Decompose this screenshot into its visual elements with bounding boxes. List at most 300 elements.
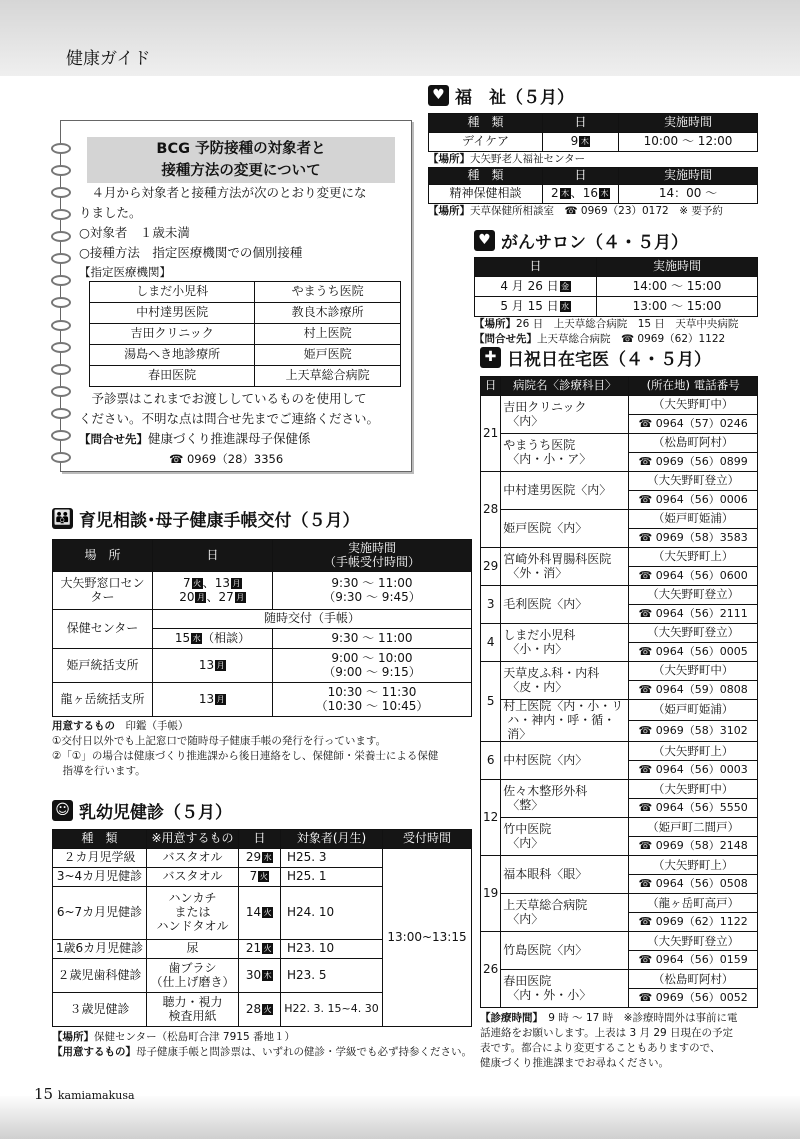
holiday-day: 12 [481,780,501,856]
table-row [53,572,472,610]
weekday-badge: 水 [561,301,570,311]
table-row [429,185,758,204]
col-reception: 受付時間 [383,830,472,849]
table-header [53,830,472,849]
weekday-badge: 水 [192,633,201,643]
hospital-phone: ☎ 0964（56）0159 [629,951,758,970]
hospital-dept: ハ・神内・呼・循・消〉 [507,712,616,741]
place-text: 天草保健所相談室 ☎ 0969（23）0172 ※ 要予約 [470,205,723,217]
table-row [481,818,758,837]
infant-type: 1歳6カ月児健診 [53,940,147,959]
table-row [53,610,472,629]
hospital-name [501,700,629,742]
bcg-institutions-label: 【指定医療機関】 [79,265,171,279]
hospital-name-text: 毛利医院〈内〉 [503,596,588,611]
institution: 上天草総合病院 [255,366,401,387]
hospital-name-text: 宮崎外科胃腸科医院 [503,551,612,566]
salon-date [475,277,597,297]
infant-item [147,993,239,1027]
welfare-place-2 [428,204,758,219]
infant-target: H25. 1 [281,868,383,887]
place-label: 【場所】 [52,1031,94,1043]
page-num: 15 [34,1085,54,1103]
bring-text: 母子健康手帳と問診票は、いずれの健診・学級でも必ず持参ください。 [136,1046,472,1058]
hospital-name [501,472,629,510]
time-main: 10:30 ～ 11:30 [327,684,417,699]
bring-label: 【用意するもの】 [52,1046,136,1058]
ikuji-section [52,506,472,779]
ikuji-place: 龍ヶ岳統括支所 [53,683,153,717]
infant-type: 6~7カ月児健診 [53,887,147,940]
weekday-badge: 水 [263,853,272,863]
hospital-name [501,780,629,818]
infant-place [52,1030,472,1045]
bring-label: 用意するもの [52,720,115,732]
place-text: 保健センター（松島町合津 7915 番地１） [94,1031,295,1043]
infant-day [239,940,281,959]
holiday-day: 28 [481,472,501,548]
bcg-method: ○接種方法 指定医療機関での個別接種 [79,245,303,260]
infant-day [239,887,281,940]
table-header [481,377,758,396]
hospital-phone: ☎ 0964（57）0246 [629,415,758,434]
ikuji-note-2: ②「①」の場合は健康づくり推進課から後日連絡をし、保健師・栄養士による保健 [52,750,439,762]
ikuji-place: 大矢野窓口センター [53,572,153,610]
infant-target: H23. 10 [281,940,383,959]
table-row [53,683,472,717]
time-main: 9:30 ～ 11:00 [331,575,413,590]
page-title: 健康ガイド [66,49,151,69]
heart-icon: ♥ [474,230,495,251]
bcg-title [87,137,395,183]
welfare-table [428,113,758,152]
hospital-dept: 〈内〉 [507,835,544,850]
weekday-badge: 火 [259,872,268,882]
table-row [481,624,758,643]
col-target: 対象者(月生) [281,830,383,849]
day-num: 15 [174,630,191,645]
time-sub: （9:00 ～ 9:15） [323,664,421,679]
hospital-phone: ☎ 0964（56）0600 [629,567,758,586]
holiday-note: 健康づくり推進課までお尋ねください。 [480,1057,669,1070]
welfare-type: 精神保健相談 [429,185,543,204]
table-row [90,282,401,303]
welfare-consult-table [428,167,758,204]
table-row [429,133,758,152]
table-header [53,540,472,572]
place-label: 【場所】 [428,205,470,217]
hospital-location: （大矢野町中） [629,780,758,799]
institution: 吉田クリニック [90,324,255,345]
table-row [475,277,758,297]
col-day: 日 [239,830,281,849]
col-day: 日 [475,258,597,277]
col-type: 種 類 [429,114,543,133]
institution: しまだ小児科 [90,282,255,303]
hospital-location: （大矢野町中） [629,662,758,681]
holiday-hours [480,1011,758,1026]
page-number [34,1085,135,1103]
item-line: または [174,905,211,920]
table-row [481,472,758,491]
day-num: 9 [570,134,579,149]
contact-text: 上天草総合病院 ☎ 0969（62）1122 [537,333,726,345]
table-header [475,258,758,277]
hospital-name-text: 村上医院〈内・小・リ [503,699,624,713]
col-time-sub: （手帳受付時間） [323,554,420,569]
hospital-name [501,586,629,624]
holiday-note: 表です。都合により変更することもありますので、 [480,1042,721,1055]
table-row [481,396,758,415]
notebook-rings-icon [51,143,71,463]
hours-label: 【診療時間】 [480,1012,538,1025]
table-row [53,849,472,868]
ikuji-days [153,683,273,717]
table-row [90,345,401,366]
hospital-name-text: 姫戸医院〈内〉 [503,520,588,535]
table-header [429,114,758,133]
hospital-location: （姫戸町姫浦） [629,510,758,529]
hospital-name-text: 竹島医院〈内〉 [503,942,588,957]
hospital-location: （姫戸町二間戸） [629,818,758,837]
bcg-title-line2: 接種方法の変更について [161,163,321,179]
col-type: 種 類 [53,830,147,849]
weekday-badge: 金 [561,281,570,291]
hospital-phone: ☎ 0969（58）2148 [629,837,758,856]
infant-target: H25. 3 [281,849,383,868]
infant-title [52,798,472,823]
hospital-name-text: 春田医院 [503,974,552,989]
ikuji-bring [52,719,472,734]
infant-target: H23. 5 [281,959,383,993]
hospital-dept: 〈内・外・小〉 [507,987,592,1002]
weekday-badge: 木 [263,970,272,980]
hospital-dept: 〈内・小・ア〉 [507,451,592,466]
hospital-phone: ☎ 0969（56）0052 [629,989,758,1008]
time-sub: （9:30 ～ 9:45） [323,589,421,604]
institution: 春田医院 [90,366,255,387]
hospital-phone: ☎ 0969（62）1122 [629,913,758,932]
bcg-note-2: ください。不明な点は問合せ先までご連絡ください。 [79,411,380,426]
infant-day [239,993,281,1027]
place-label: 【場所】 [428,153,470,165]
col-day: 日 [481,377,501,396]
salon-place [474,317,758,332]
item-line: 聴力・視力 [162,994,223,1009]
holiday-day: 4 [481,624,501,662]
ikuji-table [52,539,472,717]
ikuji-note-3: 指導を行います。 [52,765,146,777]
institution: 教良木診療所 [255,303,401,324]
hospital-name-text: 佐々木整形外科 [503,784,588,799]
hospital-name [501,434,629,472]
hospital-name [501,624,629,662]
hospital-name-text: やまうち医院 [503,437,576,452]
ikuji-note: 随時交付（手帳） [153,610,472,629]
place-text: 大矢野老人福祉センター [470,153,586,165]
magazine-name: kamiamakusa [57,1089,135,1102]
weekday-badge: 月 [236,592,245,602]
bring-text: 印鑑（手帳） [115,720,189,732]
holiday-day: 29 [481,548,501,586]
hospital-location: （大矢野町登立） [629,624,758,643]
ikuji-days [153,629,273,649]
table-row [475,297,758,317]
ikuji-days [153,572,273,610]
table-row [53,649,472,683]
holiday-day: 26 [481,932,501,1008]
hospital-phone: ☎ 0964（56）0006 [629,491,758,510]
contact-label: 【問合せ先】 [79,432,148,446]
hospital-location: （大矢野町上） [629,742,758,761]
infant-target: H22. 3. 15~4. 30 [281,993,383,1027]
weekday-badge: 木 [580,137,589,147]
welfare-title [428,83,758,108]
holiday-table [480,376,758,1008]
infant-table [52,829,472,1027]
col-time: 実施時間 [597,258,758,277]
day-num: 30 [245,967,262,982]
salon-title [474,228,758,253]
institution: 姫戸医院 [255,345,401,366]
day-num: 14 [245,905,262,920]
contact-label: 【問合せ先】 [474,333,537,345]
day-num: 13 [198,657,215,672]
day-num: 13 [214,575,230,590]
hospital-name-text: 中村達男医院〈内〉 [503,482,612,497]
institution: やまうち医院 [255,282,401,303]
day-num: 2 [551,186,559,201]
table-header [429,168,758,185]
salon-time: 14:00 ～ 15:00 [597,277,758,297]
col-day: 日 [543,114,619,133]
header-bar [0,0,800,76]
col-hospital: 病院名〈診療科目〉 [501,377,629,396]
weekday-badge: 火 [263,944,272,954]
heart-icon: ♥ [428,85,449,106]
hospital-name-text: 天草皮ふ科・内科 [503,665,600,680]
weekday-badge: 火 [263,1004,272,1014]
infant-item [147,887,239,940]
welfare-place [428,152,758,167]
col-items: ※用意するもの [147,830,239,849]
table-row [481,434,758,453]
hospital-name [501,396,629,434]
ikuji-place: 姫戸統括支所 [53,649,153,683]
item-line: ハンカチ [168,891,217,906]
hospital-dept: 〈内〉 [507,413,544,428]
bcg-title-line1: BCG 予防接種の対象者と [156,141,326,157]
day-num: 13 [198,691,215,706]
institution: 湯島へき地診療所 [90,345,255,366]
ikuji-days [153,649,273,683]
holiday-day: 6 [481,742,501,780]
baby-icon: ☺ [52,800,73,821]
infant-item: バスタオル [147,849,239,868]
salon-table [474,257,758,317]
table-row [481,780,758,799]
place-text: 26 日 上天草総合病院 15 日 天草中央病院 [516,318,739,330]
infant-item: バスタオル [147,868,239,887]
col-time-label: 実施時間 [347,540,396,555]
hospital-dept: 〈整〉 [507,797,544,812]
infant-day [239,849,281,868]
table-row [481,894,758,913]
weekday-badge: 木 [600,189,609,199]
table-row [481,970,758,989]
infant-target: H24. 10 [281,887,383,940]
bcg-tel: ☎ 0969（28）3356 [169,452,284,466]
bcg-notice [60,120,412,472]
hospital-name-text: 福本眼科〈眼〉 [503,866,588,881]
hospital-dept: 〈内〉 [507,911,544,926]
date-text: 4 月 26 日 [500,278,559,293]
hospital-phone: ☎ 0964（56）0005 [629,643,758,662]
holiday-note: 話連絡をお願いします。上表は 3 月 29 日現在の予定 [480,1027,734,1040]
weekday-badge: 木 [561,189,570,199]
ikuji-time: 9:30 ～ 11:00 [273,629,472,649]
hospital-phone: ☎ 0969（58）3583 [629,529,758,548]
ikuji-time [273,572,472,610]
day-note: （相談） [202,630,251,645]
infant-title-text: 乳幼児健診（５月） [79,803,232,823]
hospital-name-text: 中村医院〈内〉 [503,752,588,767]
day-num: 28 [245,1001,262,1016]
item-line: 検査用紙 [168,1008,217,1023]
table-row [481,586,758,605]
hospital-name [501,970,629,1008]
table-row [481,856,758,875]
date-text: 5 月 15 日 [500,298,559,313]
hospital-location: （大矢野町登立） [629,586,758,605]
welfare-day [543,133,619,152]
holiday-day: 21 [481,396,501,472]
holiday-day: 19 [481,856,501,932]
welfare-day [543,185,619,204]
col-place: 場 所 [53,540,153,572]
day-num: 21 [245,941,262,956]
col-time: 実施時間 [619,168,758,185]
holiday-day: 5 [481,662,501,742]
welfare-title-text: 福 祉（５月） [455,88,574,108]
table-row [90,366,401,387]
medical-cross-icon: ✚ [480,347,501,368]
holiday-title [480,345,758,370]
col-time: 実施時間 [619,114,758,133]
hospital-phone: ☎ 0964（59）0808 [629,681,758,700]
time-sub: （10:30 ～ 10:45） [315,698,429,713]
separator: 、 [206,589,219,604]
hospital-phone: ☎ 0964（56）2111 [629,605,758,624]
hospital-location: （松島町阿村） [629,970,758,989]
hospital-location: （大矢野町上） [629,548,758,567]
bcg-intro-2: りました。 [79,205,142,220]
infant-type: ２カ月児学級 [53,849,147,868]
hospital-name [501,662,629,700]
col-day: 日 [543,168,619,185]
hospital-phone: ☎ 0964（56）0508 [629,875,758,894]
infant-item [147,959,239,993]
holiday-day: 3 [481,586,501,624]
day-num: 7 [249,869,258,884]
table-row [481,700,758,721]
day-num: 20 [179,589,195,604]
bcg-target: ○対象者 １歳未満 [79,225,190,240]
salon-title-text: がんサロン（４・５月） [501,233,688,253]
ikuji-time [273,649,472,683]
hospital-location: （松島町阿村） [629,434,758,453]
hospital-phone: ☎ 0964（56）0003 [629,761,758,780]
weekday-badge: 火 [263,908,272,918]
hours-text: 9 時 ～ 17 時 ※診療時間外は事前に電 [537,1012,738,1025]
parent-child-icon: 👪 [52,508,73,529]
table-row [481,932,758,951]
hospital-name-text: 吉田クリニック [503,399,587,414]
hospital-name [501,742,629,780]
welfare-time: 10:00 ～ 12:00 [619,133,758,152]
bcg-note: 予診票はこれまでお渡ししているものを使用して [79,391,367,406]
infant-day [239,959,281,993]
ikuji-place: 保健センター [53,610,153,649]
hospital-dept: 〈外・消〉 [507,565,568,580]
infant-reception-time: 13:00~13:15 [383,849,472,1027]
item-line: ハンドタオル [156,918,229,933]
hospital-location: （大矢野町登立） [629,932,758,951]
hospital-name [501,856,629,894]
day-num: 7 [183,575,191,590]
table-row [481,510,758,529]
table-row [481,662,758,681]
hospital-name [501,932,629,970]
infant-type: 3~4カ月児健診 [53,868,147,887]
weekday-badge: 火 [193,578,202,588]
hospital-name [501,818,629,856]
ikuji-title-text: 育児相談･母子健康手帳交付（５月） [79,511,360,531]
col-time [273,540,472,572]
hospital-name [501,894,629,932]
table-row [90,303,401,324]
infant-bring [52,1045,472,1060]
welfare-type: デイケア [429,133,543,152]
infant-item: 尿 [147,940,239,959]
hospital-phone: ☎ 0969（58）3102 [629,721,758,742]
hospital-name-text: 竹中医院 [503,822,552,837]
hospital-location: （龍ヶ岳町高戸） [629,894,758,913]
hospital-phone: ☎ 0964（56）5550 [629,799,758,818]
salon-date [475,297,597,317]
separator: 、 [570,186,583,201]
place-label: 【場所】 [474,318,516,330]
weekday-badge: 月 [232,578,241,588]
hospital-location: （大矢野町上） [629,856,758,875]
table-row [481,742,758,761]
hospital-name [501,510,629,548]
hospital-dept: 〈皮・内〉 [507,679,568,694]
salon-section [474,228,758,347]
hospital-name-text: しまだ小児科 [503,627,576,642]
ikuji-time [273,683,472,717]
table-row [481,548,758,567]
bcg-contact [79,429,401,449]
holiday-title-text: 日祝日在宅医（４・５月） [507,350,711,370]
hospital-location: （大矢野町中） [629,396,758,415]
day-num: 29 [245,850,262,865]
holiday-section [480,345,758,1071]
weekday-badge: 月 [196,592,205,602]
item-line: （仕上げ磨き） [150,974,235,989]
time-main: 9:00 ～ 10:00 [331,650,413,665]
separator: 、 [202,575,215,590]
